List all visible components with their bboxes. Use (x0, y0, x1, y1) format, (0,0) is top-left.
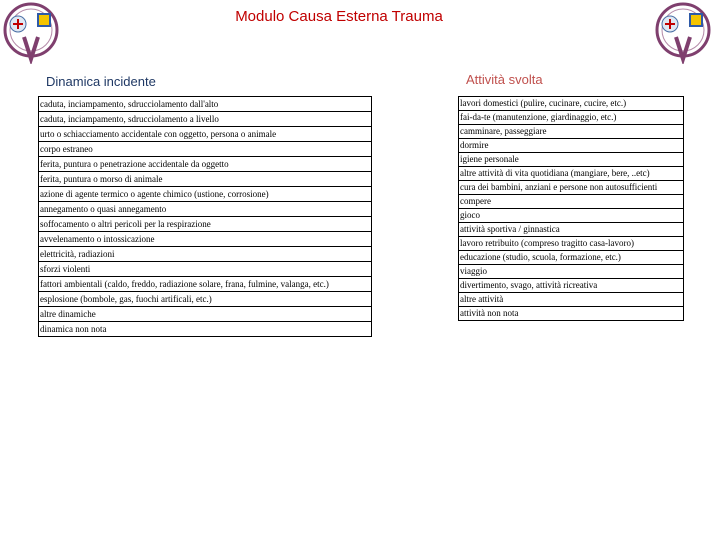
dynamics-row-label: urto o schiacciamento accidentale con oggetto, persona o animale (39, 127, 372, 142)
dynamics-row (39, 127, 372, 142)
dynamics-row-label: corpo estraneo (39, 142, 372, 157)
activity-row (459, 195, 684, 209)
dynamics-row-label: ferita, puntura o penetrazione accidentale da oggetto (39, 157, 372, 172)
activity-row-label: compere (459, 195, 684, 209)
activity-row (459, 279, 684, 293)
activity-row (459, 223, 684, 237)
activity-row-label: attività sportiva / ginnastica (459, 223, 684, 237)
activity-row-label: dormire (459, 139, 684, 153)
dynamics-row-label: soffocamento o altri pericoli per la respirazione (39, 217, 372, 232)
injury-surveillance-logo-icon (2, 2, 60, 64)
activity-row (459, 251, 684, 265)
activity-row-label: igiene personale (459, 153, 684, 167)
activity-table (458, 96, 684, 321)
activity-row-label: lavori domestici (pulire, cucinare, cucire, etc.) (459, 97, 684, 111)
activity-row-label: lavoro retribuito (compreso tragitto casa-lavoro) (459, 237, 684, 251)
activity-row (459, 237, 684, 251)
activity-row (459, 265, 684, 279)
dynamics-row (39, 172, 372, 187)
activity-row-label: viaggio (459, 265, 684, 279)
activity-row (459, 97, 684, 111)
activity-row (459, 307, 684, 321)
dynamics-row-label: azione di agente termico o agente chimico (ustione, corrosione) (39, 187, 372, 202)
dynamics-row-label: caduta, inciampamento, sdrucciolamento a livello (39, 112, 372, 127)
activity-row (459, 167, 684, 181)
activity-row-label: altre attività (459, 293, 684, 307)
injury-surveillance-logo-icon (654, 2, 712, 64)
activity-row-label: camminare, passeggiare (459, 125, 684, 139)
dynamics-row (39, 292, 372, 307)
dynamics-row-label: fattori ambientali (caldo, freddo, radiazione solare, frana, fulmine, valanga, etc.) (39, 277, 372, 292)
activity-row-label: divertimento, svago, attività ricreativa (459, 279, 684, 293)
dynamics-row (39, 112, 372, 127)
activity-row-label: gioco (459, 209, 684, 223)
dynamics-row (39, 262, 372, 277)
dynamics-row-label: esplosione (bombole, gas, fuochi artificali, etc.) (39, 292, 372, 307)
dynamics-row-label: ferita, puntura o morso di animale (39, 172, 372, 187)
activity-heading: Attività svolta (466, 72, 543, 87)
dynamics-row (39, 322, 372, 337)
dynamics-row-label: avvelenamento o intossicazione (39, 232, 372, 247)
dynamics-row (39, 157, 372, 172)
activity-row (459, 181, 684, 195)
dynamics-row (39, 247, 372, 262)
activity-row-label: fai-da-te (manutenzione, giardinaggio, etc.) (459, 111, 684, 125)
activity-row (459, 209, 684, 223)
dynamics-row-label: altre dinamiche (39, 307, 372, 322)
dynamics-row (39, 187, 372, 202)
activity-row-label: attività non nota (459, 307, 684, 321)
dynamics-row (39, 307, 372, 322)
dynamics-heading: Dinamica incidente (46, 74, 156, 89)
page-title: Modulo Causa Esterna Trauma (235, 8, 443, 25)
activity-row (459, 111, 684, 125)
dynamics-row-label: caduta, inciampamento, sdrucciolamento dall'alto (39, 97, 372, 112)
activity-row (459, 139, 684, 153)
dynamics-row (39, 97, 372, 112)
dynamics-row-label: dinamica non nota (39, 322, 372, 337)
activity-row-label: educazione (studio, scuola, formazione, etc.) (459, 251, 684, 265)
dynamics-row-label: sforzi violenti (39, 262, 372, 277)
activity-row-label: altre attività di vita quotidiana (mangiare, bere, ..etc) (459, 167, 684, 181)
dynamics-table (38, 96, 372, 337)
activity-row (459, 293, 684, 307)
dynamics-row (39, 202, 372, 217)
activity-row (459, 153, 684, 167)
dynamics-row-label: annegamento o quasi annegamento (39, 202, 372, 217)
dynamics-row (39, 142, 372, 157)
dynamics-row-label: elettricità, radiazioni (39, 247, 372, 262)
dynamics-row (39, 232, 372, 247)
dynamics-row (39, 277, 372, 292)
activity-row (459, 125, 684, 139)
activity-row-label: cura dei bambini, anziani e persone non autosufficienti (459, 181, 684, 195)
dynamics-row (39, 217, 372, 232)
